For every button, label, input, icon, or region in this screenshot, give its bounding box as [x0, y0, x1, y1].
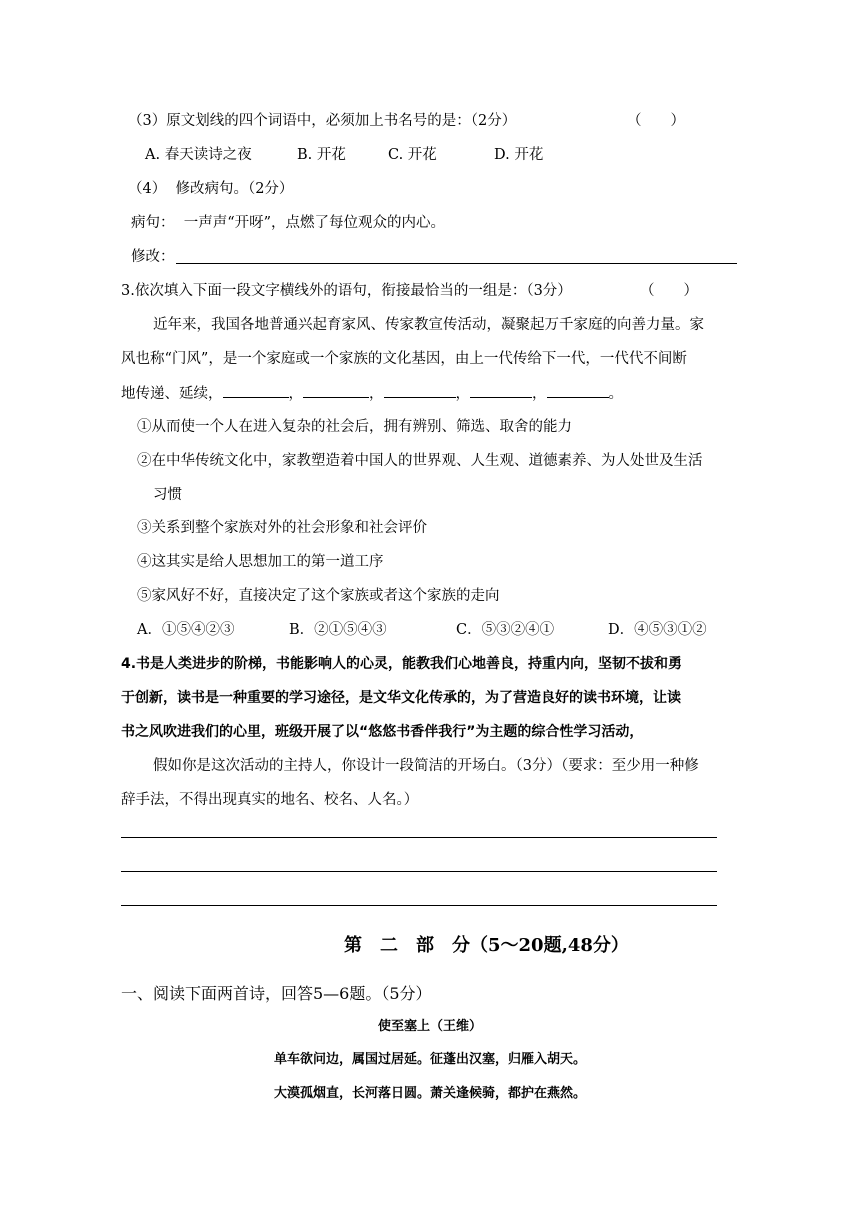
q3-option-b: B. 开花 — [297, 147, 346, 163]
fill-blank-2[interactable] — [303, 383, 369, 398]
q3-option-c: C. 开花 — [388, 147, 437, 163]
blank-separator: ， — [455, 386, 470, 402]
question3-item-3: ③关系到整个家族对外的社会形象和社会评价 — [137, 520, 427, 536]
poem-title: 使至塞上（王维） — [377, 1019, 482, 1034]
part2-heading — [344, 934, 629, 958]
question3-para-line3 — [121, 383, 623, 404]
question3-option-c: C．⑤③②④① — [456, 622, 555, 638]
question3-item-4: ④这其实是给人思想加工的第一道工序 — [137, 554, 384, 570]
fill-blank-4[interactable] — [470, 383, 532, 398]
question3-para-line2: 风也称“门风”，是一个家庭或一个家族的文化基因，由上一代传给下一代，一代代不间断 — [121, 351, 687, 367]
q3-option-d: D. 开花 — [494, 147, 544, 163]
question3-answer-paren: （ ） — [640, 283, 698, 299]
fill-blank-5[interactable] — [547, 383, 609, 398]
q4-revise-label: 修改： — [131, 249, 175, 265]
poem-line-2: 大漠孤烟直，长河落日圆。萧关逢候骑，都护在燕然。 — [273, 1086, 586, 1101]
question4-line1: 4.书是人类进步的阶梯，书能影响人的心灵，能教我们心地善良，持重内向，坚韧不拔和勇 — [121, 656, 683, 672]
fill-blank-3[interactable] — [384, 383, 456, 398]
question3-item-2: ②在中华传统文化中，家教塑造着中国人的世界观、人生观、道德素养、为人处世及生活 — [137, 453, 703, 469]
part2-heading-main: 第 二 部 分 — [344, 935, 470, 956]
question3-para-line1: 近年来，我国各地普通兴起育家风、传家教宣传活动，凝聚起万千家庭的向善力量。家 — [153, 317, 704, 333]
question4-line5: 辞手法，不得出现真实的地名、校名、人名。） — [121, 792, 419, 808]
fill-blank-1[interactable] — [223, 383, 289, 398]
answer-line-3[interactable] — [121, 905, 717, 906]
answer-line-1[interactable] — [121, 837, 717, 838]
question3-item-2-cont: 习惯 — [153, 487, 182, 503]
blank-separator: ， — [369, 386, 384, 402]
question4-line3: 书之风吹进我们的心里，班级开展了以“悠悠书香伴我行”为主题的综合性学习活动， — [121, 724, 644, 740]
answer-line-2[interactable] — [121, 871, 717, 872]
q3-option-a: A. 春天读诗之夜 — [145, 147, 252, 163]
q4-stem: （4） 修改病句。（2分） — [128, 181, 294, 197]
question3-item-5: ⑤家风好不好，直接决定了这个家族或者这个家族的走向 — [137, 588, 500, 604]
q3-stem: （3）原文划线的四个词语中，必须加上书名号的是：（2分） — [128, 113, 517, 129]
q3-answer-paren: （ ） — [627, 113, 685, 129]
part2-heading-sub: （5～20题,48分） — [470, 935, 629, 956]
section1-title: 一、阅读下面两首诗，回答5—6题。（5分） — [121, 984, 432, 1003]
blank-separator: ， — [532, 386, 547, 402]
question3-para-line3-text: 地传递、延续， — [121, 386, 223, 402]
question3-item-1: ①从而使一个人在进入复杂的社会后，拥有辨别、筛选、取舍的能力 — [137, 419, 572, 435]
question3-stem: 3.依次填入下面一段文字横线外的语句，衔接最恰当的一组是：（3分） — [121, 283, 572, 299]
question3-option-b: B．②①⑤④③ — [289, 622, 387, 638]
question3-option-d: D．④⑤③①② — [608, 622, 707, 638]
poem-line-1: 单车欲问边，属国过居延。征蓬出汉塞，归雁入胡天。 — [273, 1052, 586, 1067]
question4-line2: 于创新，读书是一种重要的学习途径，是文华文化传承的，为了营造良好的读书环境，让读 — [121, 690, 681, 706]
q4-answer-line[interactable] — [176, 263, 737, 264]
q4-faulty-sentence: 病句： 一声声“开呀”，点燃了每位观众的内心。 — [131, 215, 446, 231]
blank-separator: ， — [288, 386, 303, 402]
question4-line4: 假如你是这次活动的主持人，你设计一段简洁的开场白。（3分）（要求：至少用一种修 — [153, 758, 699, 774]
paragraph-end: 。 — [608, 386, 623, 402]
question3-option-a: A．①⑤④②③ — [137, 622, 235, 638]
